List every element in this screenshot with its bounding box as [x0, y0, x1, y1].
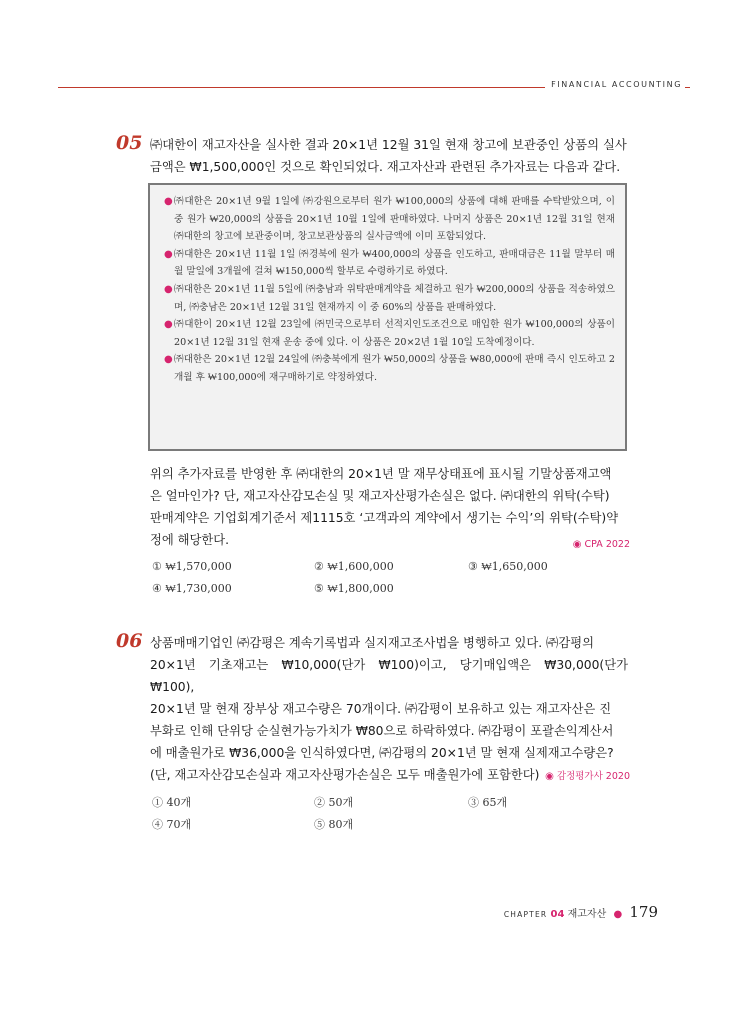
- bullet-icon: ●: [164, 248, 173, 260]
- question-line: 위의 추가자료를 반영한 후 ㈜대한의 20×1년 말 재무상태표에 표시될 기말상품재고액: [150, 467, 612, 481]
- exam-source: [573, 539, 630, 550]
- choice-1[interactable]: ① 40개: [152, 796, 192, 809]
- choice-5[interactable]: ⑤ ₩1,800,000: [314, 582, 394, 595]
- info-item: [164, 351, 615, 386]
- choice-3[interactable]: ③ 65개: [468, 796, 508, 809]
- stem-line: 상품매매기업인 ㈜감평은 계속기록법과 실지재고조사법을 병행하고 있다. ㈜감평의: [150, 636, 594, 650]
- info-item-text: ㈜대한은 20×1년 11월 1일 ㈜경북에 원가 ₩400,000의 상품을 인도하고, 판매대금은 11월 말부터 매월 말일에 3개월에 걸쳐 ₩150,000씩 할부로 수령하기로 하였다.: [174, 248, 615, 278]
- question-line: 판매계약은 기업회계기준서 제1115호 ‘고객과의 계약에서 생기는 수익’의 위탁(수탁)약: [150, 511, 619, 525]
- info-item-text: ㈜대한은 20×1년 12월 24일에 ㈜충북에게 원가 ₩50,000의 상품을 ₩80,000에 판매 즉시 인도하고 2개월 후 ₩100,000에 재구매하기로 약정하였다.: [174, 354, 615, 383]
- choice-5[interactable]: ⑤ 80개: [314, 818, 354, 831]
- page-number: 179: [629, 903, 658, 921]
- info-item-text: ㈜대한은 20×1년 9월 1일에 ㈜강원으로부터 원가 ₩100,000의 상품에 대해 판매를 수탁받았으며, 이 중 원가 ₩20,000의 상품을 20×1년 10월 1일에 판매하였다. 나머지 상품은 20×1년 12월 31일 현재 ㈜대한의 창고에 보관중이며, 창고보관상품의 실사금액에 이미 포함되었다.: [174, 196, 615, 243]
- page-footer: [504, 903, 658, 921]
- question-number: 05: [116, 132, 143, 154]
- info-item-text: ㈜대한이 20×1년 12월 23일에 ㈜민국으로부터 선적지인도조건으로 매입한 원가 ₩100,000의 상품이 20×1년 12월 31일 현재 운송 중에 있다. 이 상품은 20×2년 1월 10일 도착예정이다.: [174, 319, 615, 348]
- chapter-number: 04: [550, 909, 565, 920]
- stem-line: 20×1년 말 현재 장부상 재고수량은 70개이다. ㈜감평이 보유하고 있는 재고자산은 진: [150, 702, 612, 716]
- info-item: [164, 316, 615, 351]
- stem-line: 금액은 ₩1,500,000인 것으로 확인되었다. 재고자산과 관련된 추가자료는 다음과 같다.: [150, 160, 621, 174]
- info-item: [164, 246, 615, 281]
- question-number: 06: [116, 630, 143, 652]
- source-marker-icon: ◉: [572, 539, 582, 550]
- source-marker-icon: ◉: [545, 771, 554, 782]
- running-header: FINANCIAL ACCOUNTING: [545, 80, 685, 89]
- info-item: [164, 193, 615, 246]
- stem-line: 20×1년 기초재고는 ₩10,000(단가 ₩100)이고, 당기매입액은 ₩30,000(단가 ₩100),: [150, 658, 628, 694]
- chapter-title: 재고자산: [567, 909, 607, 920]
- choice-4[interactable]: ④ 70개: [152, 818, 192, 831]
- bullet-icon: ●: [164, 319, 173, 331]
- choice-3[interactable]: ③ ₩1,650,000: [468, 560, 548, 573]
- question-stem: [150, 632, 628, 786]
- info-item-text: ㈜대한은 20×1년 11월 5일에 ㈜충남과 위탁판매계약을 체결하고 원가 ₩200,000의 상품을 적송하였으며, ㈜충남은 20×1년 12월 31일 현재까지 이 중 60%의 상품을 판매하였다.: [174, 283, 615, 313]
- question-line: 은 얼마인가? 단, 재고자산감모손실 및 재고자산평가손실은 없다. ㈜대한의 위탁(수탁): [150, 489, 610, 503]
- footer-dot-icon: ●: [613, 909, 623, 920]
- stem-line: ㈜대한이 재고자산을 실사한 결과 20×1년 12월 31일 현재 창고에 보관중인 상품의 실사: [150, 138, 627, 152]
- bullet-icon: ●: [164, 354, 173, 366]
- info-item: [164, 281, 615, 316]
- bullet-icon: ●: [164, 196, 173, 207]
- choice-2[interactable]: ② 50개: [314, 796, 354, 809]
- question-line: 정에 해당한다.: [150, 533, 230, 547]
- question-body: [150, 463, 628, 551]
- stem-line: 부화로 인해 단위당 순실현가능가치가 ₩80으로 하락하였다. ㈜감평이 포괄손익계산서: [150, 724, 614, 738]
- additional-info-box: [148, 183, 627, 451]
- source-label: CPA 2022: [584, 539, 630, 550]
- exam-source: [545, 768, 630, 782]
- chapter-label: CHAPTER: [503, 910, 548, 919]
- bullet-icon: ●: [164, 283, 173, 295]
- choice-1[interactable]: ① ₩1,570,000: [152, 560, 232, 573]
- choice-2[interactable]: ② ₩1,600,000: [314, 560, 394, 573]
- stem-line: 에 매출원가로 ₩36,000을 인식하였다면, ㈜감평의 20×1년 말 현재 실제재고수량은?: [150, 746, 614, 760]
- stem-line: (단, 재고자산감모손실과 재고자산평가손실은 모두 매출원가에 포함한다): [150, 768, 540, 782]
- question-stem: [150, 134, 628, 178]
- choice-4[interactable]: ④ ₩1,730,000: [152, 582, 232, 595]
- source-label: 감정평가사 2020: [556, 771, 630, 782]
